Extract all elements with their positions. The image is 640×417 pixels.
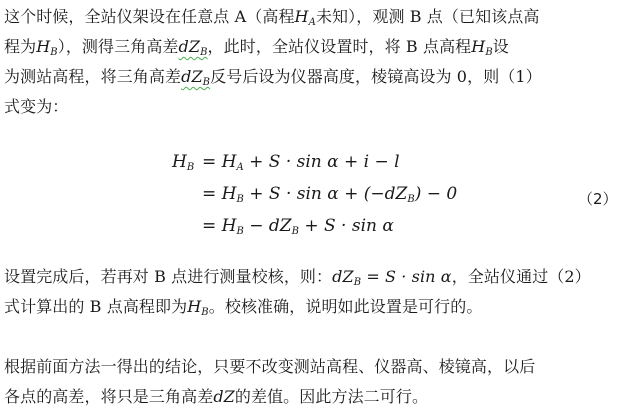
text-run: ，此时，全站仪设置时，将 B 点高程	[207, 37, 472, 56]
text-line	[4, 62, 634, 92]
text-line: 式变为：	[4, 97, 69, 116]
text-run: ，全站仪通过（2）	[451, 267, 591, 286]
text-run: 设	[492, 37, 509, 56]
text-run: 式计算出的 B 点高程即为	[4, 297, 188, 316]
text-run: 各点的高差，将只是三角高差	[4, 387, 214, 406]
equation-row: = $H_B + S \cdot \sin \alpha + (-dZ_B) - 0$	[202, 184, 458, 205]
text-run: 未知），观测 B 点（已知该点高	[315, 7, 540, 26]
text-run: 为测站高程，将三角高差	[4, 67, 182, 86]
text-run: 反号后设为仪器高度，棱镜高设为 0，则（1）	[210, 67, 542, 86]
text-line	[4, 382, 634, 412]
text-line	[4, 292, 634, 322]
text-run: ），测得三角高差	[57, 37, 179, 56]
text-line	[4, 262, 634, 292]
math-var: $dZ_B$	[181, 67, 211, 88]
equation-number: （2）	[578, 190, 618, 208]
text-run: 的差值。因此方法二可行。	[234, 387, 429, 406]
paragraph-check	[4, 262, 634, 322]
text-line: 根据前面方法一得出的结论，只要不改变测站高程、仪器高、棱镜高，以后	[4, 357, 536, 376]
math-var: $dZ_B$	[178, 37, 208, 58]
math-expression: $dZ_B = S \cdot \sin \alpha$	[332, 267, 452, 288]
equation-block	[0, 148, 640, 248]
text-run: 。校核准确，说明如此设置是可行的。	[208, 297, 483, 316]
paragraph-conclusion	[4, 352, 634, 412]
equation-row: = $H_B - dZ_B + S \cdot \sin \alpha$	[202, 216, 394, 237]
text-run: 设置完成后，若再对 B 点进行测量校核，则：	[4, 267, 333, 286]
math-var: dZ	[213, 387, 235, 406]
text-line	[4, 2, 634, 32]
text-run: 程为	[4, 37, 37, 56]
text-run: 这个时候，全站仪架设在任意点 A（高程	[4, 7, 295, 26]
paragraph-setup	[4, 2, 634, 122]
math-var: $H_B$	[471, 37, 493, 58]
equation-row: = $H_A + S \cdot \sin \alpha + i - l$	[202, 152, 400, 173]
text-line	[4, 32, 634, 62]
math-var: $H_A$	[294, 7, 316, 28]
math-var: $H_B$	[187, 297, 209, 318]
math-var: $H_B$	[36, 37, 58, 58]
equation-lhs: $H_B$	[172, 152, 195, 173]
